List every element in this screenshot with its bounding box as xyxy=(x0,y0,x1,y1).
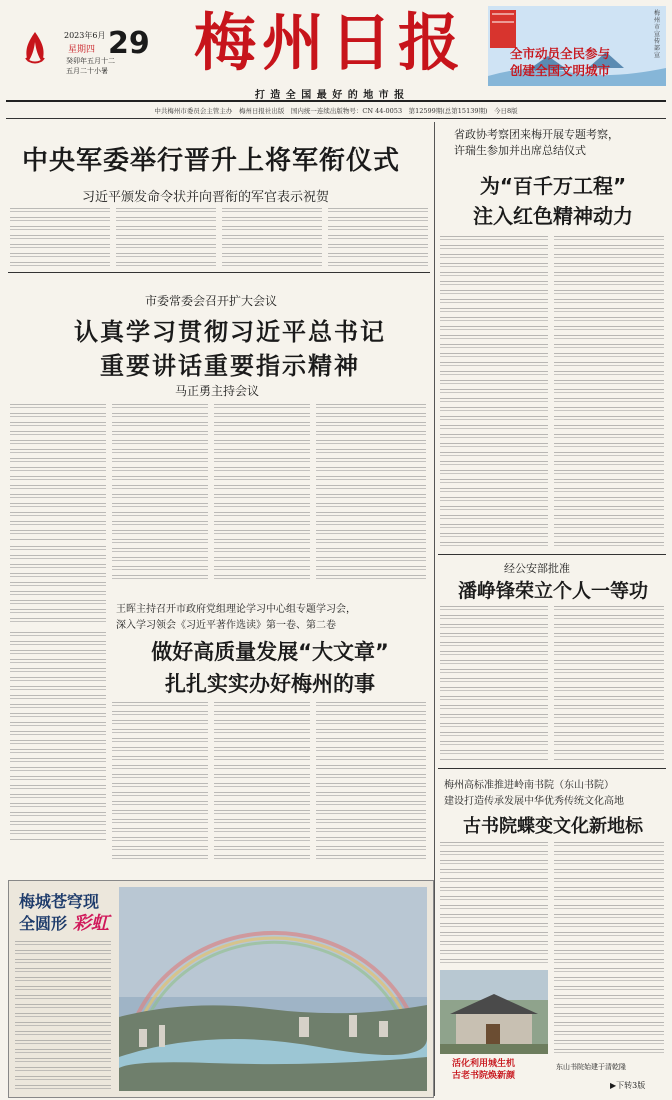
rule-a xyxy=(8,272,430,273)
side1-title-2: 注入红色精神动力 xyxy=(473,204,633,228)
turn-page-label: 下转3版 xyxy=(616,1081,646,1090)
info-rule xyxy=(6,118,666,119)
article2-col4 xyxy=(316,404,426,582)
side3-caption-2: 古老书院焕新颜 xyxy=(452,1071,516,1081)
article3-col3 xyxy=(214,702,310,862)
weekday: 星期四 xyxy=(68,45,96,55)
photo-title-2: 全圆形 xyxy=(19,914,68,933)
date-block xyxy=(8,8,158,90)
newspaper-name: 梅州日报 xyxy=(193,6,466,79)
article2-col1 xyxy=(10,404,106,542)
day-number: 29 xyxy=(108,26,150,61)
article2-col2 xyxy=(112,404,208,582)
side3-col2 xyxy=(554,842,664,1056)
masthead-rule xyxy=(6,100,666,102)
rule-b xyxy=(438,554,666,555)
slogan: 打 造 全 国 最 好 的 地 市 报 xyxy=(254,90,406,101)
side3-title: 古书院蝶变文化新地标 xyxy=(463,816,643,837)
side2-col1 xyxy=(440,606,548,762)
side1-col2 xyxy=(554,236,664,546)
column-divider xyxy=(434,122,435,1096)
article3-kicker-2: 深入学习领会《习近平著作选读》第一卷、第二卷 xyxy=(116,620,336,631)
rainbow-photo xyxy=(119,887,427,1091)
article2-col3 xyxy=(214,404,310,582)
article2-sub: 马正勇主持会议 xyxy=(175,384,260,398)
article1-col3 xyxy=(222,208,322,268)
year-month: 2023年6月 xyxy=(64,31,106,40)
academy-photo xyxy=(440,970,548,1054)
side3-kicker-2: 建设打造传承发展中华优秀传统文化高地 xyxy=(444,796,624,807)
publication-info: 中共梅州市委员会主管主办 梅州日报社出版 国内统一连续出版物号：CN 44-0053 第12599期(总第15139期) 今日8版 xyxy=(154,107,518,115)
article1-col1 xyxy=(10,208,110,268)
article2-kicker: 市委常委会召开扩大会议 xyxy=(145,294,278,308)
side3-col1 xyxy=(440,842,548,966)
ad-line-1: 全市动员全民参与 xyxy=(510,46,611,61)
article3-kicker-1: 王晖主持召开市政府党组理论学习中心组专题学习会， xyxy=(116,604,356,615)
side3-caption-3: 东山书院始建于清乾隆 xyxy=(556,1063,626,1071)
side3-kicker-1: 梅州高标准推进岭南书院（东山书院） xyxy=(444,780,614,791)
article3-col1 xyxy=(10,632,106,842)
ad-side-text: 梅州市宣传部宣 xyxy=(654,10,661,59)
article2-col1b xyxy=(10,546,106,626)
article2-title-1: 认真学习贯彻习近平总书记 xyxy=(74,318,386,346)
article3-col2 xyxy=(112,702,208,862)
side1-title-1: 为“百千万工程” xyxy=(479,174,627,198)
solar-term: 五月二十小暑 xyxy=(66,67,108,75)
article3-title-2: 扎扎实实办好梅州的事 xyxy=(165,672,375,696)
article1-col2 xyxy=(116,208,216,268)
ad-line-2: 创建全国文明城市 xyxy=(510,63,611,78)
photo-title-3: 彩虹 xyxy=(73,913,109,934)
rainbow-photo-block xyxy=(8,880,434,1098)
article3-col4 xyxy=(316,702,426,862)
article1-title: 中央军委举行晋升上将军衔仪式 xyxy=(22,146,401,176)
civilization-ad xyxy=(488,6,666,86)
article2-title-2: 重要讲话重要指示精神 xyxy=(100,352,360,380)
side1-kicker-1: 省政协考察团来梅开展专题考察， xyxy=(454,128,619,141)
photo-title-1: 梅城苍穹现 xyxy=(19,892,100,911)
side2-kicker: 经公安部批准 xyxy=(504,562,570,575)
turn-page: ▶下转3版 xyxy=(610,1081,646,1090)
side1-col1 xyxy=(440,236,548,546)
photo-caption-text xyxy=(15,941,111,1091)
lunar-date: 癸卯年五月十二 xyxy=(66,57,115,65)
article3-title-1: 做好高质量发展“大文章” xyxy=(151,640,389,664)
side1-kicker-2: 许瑞生参加并出席总结仪式 xyxy=(454,144,586,157)
masthead-title xyxy=(180,6,480,80)
side3-caption-1: 活化利用城生机 xyxy=(452,1059,516,1069)
rule-c xyxy=(438,768,666,769)
newspaper-logo-icon xyxy=(18,28,52,68)
article1-subtitle: 习近平颁发命令状并向晋衔的军官表示祝贺 xyxy=(82,190,330,205)
side2-col2 xyxy=(554,606,664,762)
article1-col4 xyxy=(328,208,428,268)
side2-title: 潘峥锋荣立个人一等功 xyxy=(457,580,648,602)
